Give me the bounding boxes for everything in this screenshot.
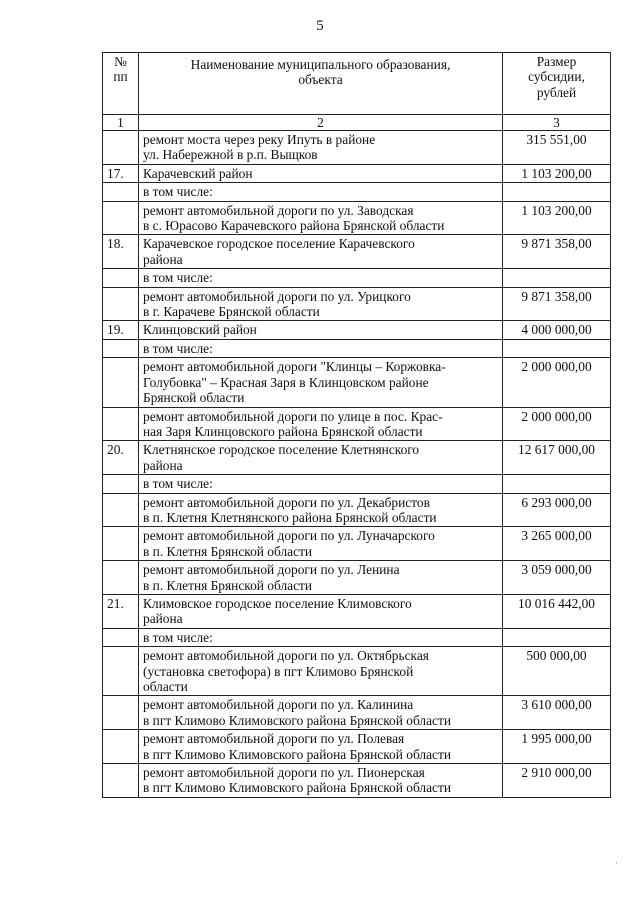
table-row [103, 594, 611, 628]
row-amount: 3 059 000,00 [503, 561, 611, 595]
table-row [103, 696, 611, 730]
row-name: ремонт автомобильной дороги "Клинцы – Коржовка- Голубовка" – Красная Заря в Клинцовском районе Брянской области [139, 358, 503, 407]
row-amount: 4 000 000,00 [503, 321, 611, 339]
subsidy-table [102, 52, 611, 798]
row-number: 21. [103, 594, 139, 628]
header-number: № пп [103, 53, 139, 115]
row-amount: 2 000 000,00 [503, 407, 611, 441]
table-row [103, 269, 611, 287]
row-amount [503, 628, 611, 646]
row-name: в том числе: [139, 339, 503, 357]
row-name: ремонт автомобильной дороги по ул. Ленина в п. Клетня Брянской области [139, 561, 503, 595]
table-row [103, 441, 611, 475]
table-row [103, 358, 611, 407]
row-number [103, 269, 139, 287]
row-name: ремонт автомобильной дороги по ул. Полевая в пгт Климово Климовского района Брянской области [139, 730, 503, 764]
row-number [103, 358, 139, 407]
row-number [103, 407, 139, 441]
row-name: ремонт автомобильной дороги по ул. Заводская в с. Юрасово Карачевского района Брянской области [139, 201, 503, 235]
row-name: в том числе: [139, 269, 503, 287]
row-amount: 2 000 000,00 [503, 358, 611, 407]
row-number [103, 287, 139, 321]
table-row [103, 407, 611, 441]
table-row [103, 321, 611, 339]
row-amount: 1 995 000,00 [503, 730, 611, 764]
column-number: 2 [139, 115, 503, 131]
row-number [103, 730, 139, 764]
row-number: 19. [103, 321, 139, 339]
row-number: 18. [103, 235, 139, 269]
table-row [103, 561, 611, 595]
row-amount: 3 265 000,00 [503, 527, 611, 561]
table-body [103, 131, 611, 798]
row-number [103, 764, 139, 798]
row-name: Клинцовский район [139, 321, 503, 339]
row-name: Клетнянское городское поселение Клетнянского района [139, 441, 503, 475]
row-name: ремонт автомобильной дороги по ул. Луначарского в п. Клетня Брянской области [139, 527, 503, 561]
row-name: в том числе: [139, 183, 503, 201]
table-row [103, 339, 611, 357]
row-name: Карачевское городское поселение Карачевского района [139, 235, 503, 269]
row-amount [503, 339, 611, 357]
table-row [103, 647, 611, 696]
row-amount: 1 103 200,00 [503, 164, 611, 182]
row-number [103, 201, 139, 235]
row-amount: 500 000,00 [503, 647, 611, 696]
table-header-row [103, 53, 611, 115]
table-row [103, 201, 611, 235]
row-number [103, 493, 139, 527]
row-name: ремонт автомобильной дороги по улице в пос. Крас- ная Заря Клинцовского района Брянской области [139, 407, 503, 441]
row-name: ремонт автомобильной дороги по ул. Калинина в пгт Климово Климовского района Брянской области [139, 696, 503, 730]
row-number [103, 647, 139, 696]
table-row [103, 131, 611, 165]
row-amount [503, 183, 611, 201]
row-amount: 9 871 358,00 [503, 235, 611, 269]
row-amount: 6 293 000,00 [503, 493, 611, 527]
row-name: ремонт автомобильной дороги по ул. Октябрьская (установка светофора) в пгт Климово Брянской области [139, 647, 503, 696]
column-number-row [103, 115, 611, 131]
row-amount [503, 475, 611, 493]
row-number [103, 561, 139, 595]
row-number [103, 696, 139, 730]
row-number [103, 339, 139, 357]
row-amount: 10 016 442,00 [503, 594, 611, 628]
row-number: 20. [103, 441, 139, 475]
table-row [103, 730, 611, 764]
row-name: Карачевский район [139, 164, 503, 182]
table-row [103, 493, 611, 527]
margin-mark: · [615, 858, 618, 868]
row-name: ремонт автомобильной дороги по ул. Декабристов в п. Клетня Клетнянского района Брянской области [139, 493, 503, 527]
row-name: в том числе: [139, 628, 503, 646]
table-row [103, 287, 611, 321]
table-row [103, 183, 611, 201]
row-amount: 3 610 000,00 [503, 696, 611, 730]
row-number [103, 628, 139, 646]
row-name: в том числе: [139, 475, 503, 493]
row-amount: 315 551,00 [503, 131, 611, 165]
row-name: ремонт автомобильной дороги по ул. Урицкого в г. Карачеве Брянской области [139, 287, 503, 321]
table-row [103, 527, 611, 561]
row-amount [503, 269, 611, 287]
column-number: 1 [103, 115, 139, 131]
table-row [103, 475, 611, 493]
row-name: ремонт автомобильной дороги по ул. Пионерская в пгт Климово Климовского района Брянской области [139, 764, 503, 798]
table-row [103, 235, 611, 269]
row-number [103, 183, 139, 201]
row-number [103, 475, 139, 493]
header-amount: Размер субсидии, рублей [503, 53, 611, 115]
row-amount: 12 617 000,00 [503, 441, 611, 475]
row-amount: 1 103 200,00 [503, 201, 611, 235]
row-amount: 2 910 000,00 [503, 764, 611, 798]
page-number: 5 [316, 18, 324, 34]
column-number: 3 [503, 115, 611, 131]
row-name: ремонт моста через реку Ипуть в районе ул. Набережной в р.п. Выщков [139, 131, 503, 165]
header-name: Наименование муниципального образования, объекта [139, 53, 503, 115]
table-row [103, 164, 611, 182]
table-row [103, 628, 611, 646]
row-name: Климовское городское поселение Климовского района [139, 594, 503, 628]
row-number: 17. [103, 164, 139, 182]
row-amount: 9 871 358,00 [503, 287, 611, 321]
row-number [103, 131, 139, 165]
row-number [103, 527, 139, 561]
table-row [103, 764, 611, 798]
